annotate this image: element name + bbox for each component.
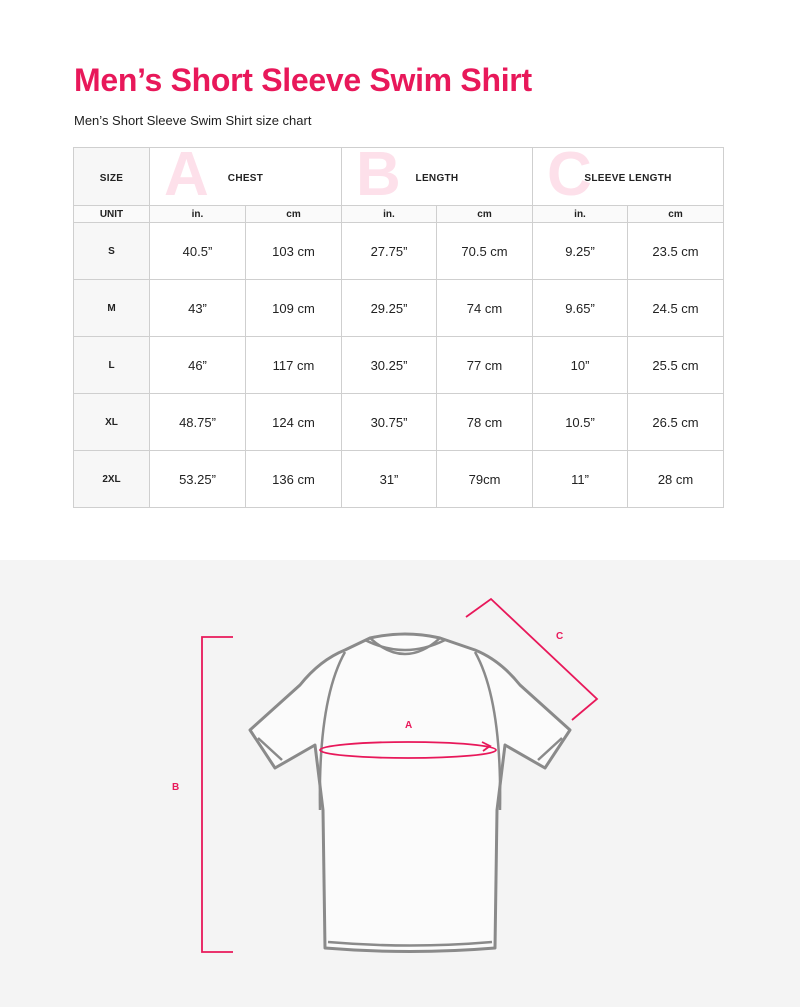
page-subtitle: Men’s Short Sleeve Swim Shirt size chart (74, 113, 312, 128)
value-cell: 28 cm (628, 451, 724, 508)
table-group-header-row (74, 148, 724, 206)
value-cell: 74 cm (437, 280, 533, 337)
label-b: B (172, 782, 180, 793)
group-label: CHEST (227, 173, 264, 184)
value-cell: 31” (342, 451, 437, 508)
group-letter: C (547, 147, 592, 206)
value-cell: 53.25” (150, 451, 246, 508)
value-cell: 43” (150, 280, 246, 337)
value-cell: 23.5 cm (628, 223, 724, 280)
table-row (74, 223, 724, 280)
value-cell: 24.5 cm (628, 280, 724, 337)
value-cell: 109 cm (246, 280, 342, 337)
length-measure-bracket (202, 637, 233, 952)
size-cell: 2XL (74, 451, 150, 508)
label-a: A (405, 720, 413, 731)
size-cell: M (74, 280, 150, 337)
value-cell: 29.25” (342, 280, 437, 337)
unit-cell: cm (246, 206, 342, 223)
group-header-chest (150, 148, 342, 206)
measurement-diagram (0, 560, 800, 1007)
value-cell: 30.25” (342, 337, 437, 394)
value-cell: 30.75” (342, 394, 437, 451)
value-cell: 9.65” (533, 280, 628, 337)
unit-cell: in. (533, 206, 628, 223)
shirt-illustration (0, 560, 800, 1007)
size-cell: S (74, 223, 150, 280)
value-cell: 78 cm (437, 394, 533, 451)
value-cell: 26.5 cm (628, 394, 724, 451)
group-header-length (342, 148, 533, 206)
label-c: C (556, 631, 564, 642)
value-cell: 48.75” (150, 394, 246, 451)
value-cell: 103 cm (246, 223, 342, 280)
unit-cell: in. (342, 206, 437, 223)
size-cell: L (74, 337, 150, 394)
value-cell: 10” (533, 337, 628, 394)
value-cell: 79cm (437, 451, 533, 508)
group-letter: B (356, 147, 401, 206)
table-unit-row (74, 206, 724, 223)
value-cell: 40.5” (150, 223, 246, 280)
value-cell: 117 cm (246, 337, 342, 394)
value-cell: 9.25” (533, 223, 628, 280)
unit-cell: cm (437, 206, 533, 223)
table-row (74, 394, 724, 451)
size-header: SIZE (74, 148, 150, 206)
unit-cell: in. (150, 206, 246, 223)
unit-cell: cm (628, 206, 724, 223)
group-label: SLEEVE LENGTH (584, 173, 672, 184)
group-header-sleeve-length (533, 148, 724, 206)
group-label: LENGTH (415, 173, 459, 184)
table-row (74, 451, 724, 508)
value-cell: 136 cm (246, 451, 342, 508)
unit-header: UNIT (74, 206, 150, 223)
table-row (74, 280, 724, 337)
value-cell: 46” (150, 337, 246, 394)
value-cell: 77 cm (437, 337, 533, 394)
table-row (74, 337, 724, 394)
group-letter: A (164, 147, 209, 206)
value-cell: 124 cm (246, 394, 342, 451)
page-title: Men’s Short Sleeve Swim Shirt (74, 62, 532, 98)
value-cell: 11” (533, 451, 628, 508)
value-cell: 25.5 cm (628, 337, 724, 394)
size-chart-table (73, 147, 724, 508)
value-cell: 10.5” (533, 394, 628, 451)
value-cell: 70.5 cm (437, 223, 533, 280)
value-cell: 27.75” (342, 223, 437, 280)
size-cell: XL (74, 394, 150, 451)
shirt-outline-icon (250, 634, 570, 952)
